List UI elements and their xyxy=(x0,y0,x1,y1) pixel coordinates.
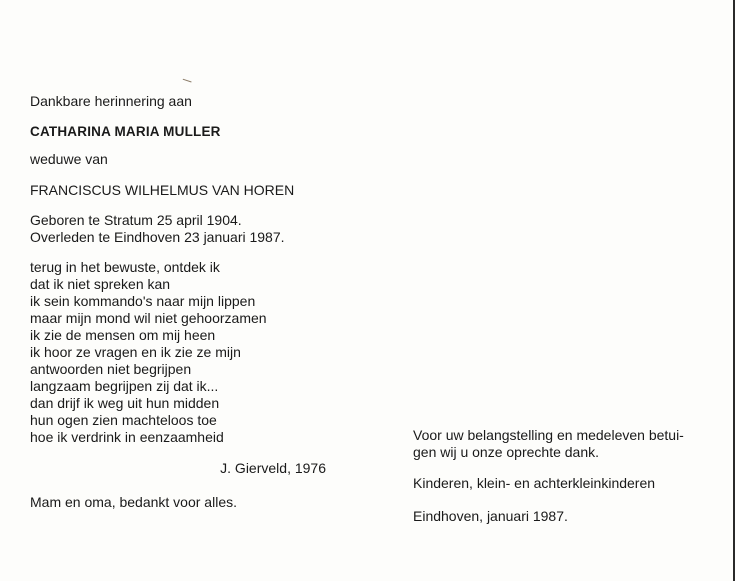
poem-line: hun ogen zien machteloos toe xyxy=(30,412,217,428)
birth-line: Geboren te Stratum 25 april 1904. xyxy=(30,212,242,228)
thanks-line: Voor uw belangstelling en medeleven betui- xyxy=(413,427,684,443)
poem-line: dan drijf ik weg uit hun midden xyxy=(30,395,220,411)
thanks-line: gen wij u onze oprechte dank. xyxy=(413,444,600,460)
poem-line: langzaam begrijpen zij dat ik... xyxy=(30,378,219,394)
poem-line: terug in het bewuste, ontdek ik xyxy=(30,259,220,275)
poem-line: ik hoor ze vragen en ik zie ze mijn xyxy=(30,344,241,360)
husband-name: FRANCISCUS WILHELMUS VAN HOREN xyxy=(30,182,295,198)
left-column xyxy=(30,93,330,511)
poem xyxy=(30,259,330,446)
poem-line: ik sein kommando's naar mijn lippen xyxy=(30,293,256,309)
poem-line: dat ik niet spreken kan xyxy=(30,276,171,292)
intro-text: Dankbare herinnering aan xyxy=(30,93,192,109)
poem-line: hoe ik verdrink in eenzaamheid xyxy=(30,429,224,445)
farewell-text: Mam en oma, bedankt voor alles. xyxy=(30,494,237,510)
poem-author: J. Gierveld, 1976 xyxy=(220,460,326,476)
family-signature: Kinderen, klein- en achterkleinkinderen xyxy=(413,475,656,491)
paper-mark xyxy=(181,79,191,87)
widow-of-text: weduwe van xyxy=(30,151,108,167)
place-date: Eindhoven, januari 1987. xyxy=(413,508,568,524)
poem-line: antwoorden niet begrijpen xyxy=(30,361,192,377)
life-dates xyxy=(30,212,330,246)
thanks-text xyxy=(413,427,713,461)
poem-line: maar mijn mond wil niet gehoorzamen xyxy=(30,310,267,326)
death-line: Overleden te Eindhoven 23 januari 1987. xyxy=(30,229,285,245)
right-column xyxy=(413,427,713,525)
deceased-name: CATHARINA MARIA MULLER xyxy=(30,124,221,139)
poem-line: ik zie de mensen om mij heen xyxy=(30,327,216,343)
